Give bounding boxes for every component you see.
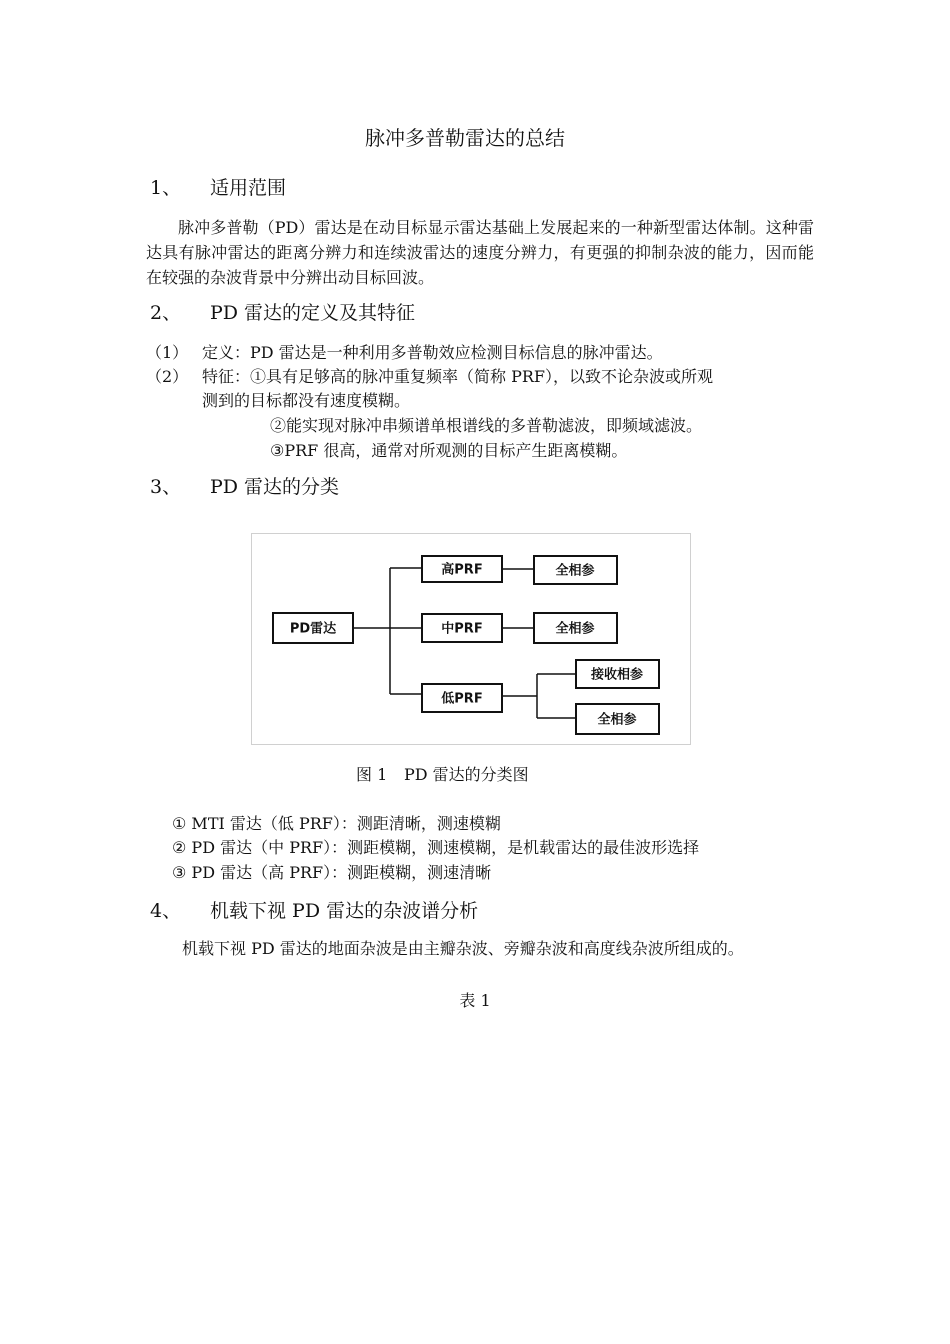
label-low-prf: 低PRF <box>441 691 483 707</box>
section-heading-2 <box>150 298 415 325</box>
section-number: 3、 <box>150 476 182 498</box>
definition-text: 定义：PD 雷达是一种利用多普勒效应检测目标信息的脉冲雷达。 <box>202 343 663 362</box>
section-1-paragraph: 脉冲多普勒（PD）雷达是在动目标显示雷达基础上发展起来的一种新型雷达体制。这种雷达具有脉冲雷达的距离分辨力和连续波雷达的速度分辨力，有更强的抑制杂波的能力，因而能在较强的杂波背景中分辨出动目标回波。 <box>146 218 814 287</box>
label-mid-prf: 中PRF <box>441 621 483 637</box>
section-number: 4、 <box>150 900 182 922</box>
section-4-paragraph: 机载下视 PD 雷达的地面杂波是由主瓣杂波、旁瓣杂波和高度线杂波所组成的。 <box>182 939 744 958</box>
feature-line-1 <box>146 364 713 389</box>
label-high-prf: 高PRF <box>441 562 483 578</box>
table-caption: 表 1 <box>459 991 491 1010</box>
figure-caption-text: PD 雷达的分类图 <box>404 765 529 784</box>
feature-line-4: ③PRF 很高，通常对所观测的目标产生距离模糊。 <box>270 441 628 460</box>
classification-item-2: ② PD 雷达（中 PRF）：测距模糊，测速模糊，是机载雷达的最佳波形选择 <box>172 838 700 857</box>
label-high-child: 全相参 <box>555 563 595 579</box>
section-number: 2、 <box>150 302 182 324</box>
definition-line <box>146 340 663 365</box>
document-title: 脉冲多普勒雷达的总结 <box>365 126 565 150</box>
classification-item-1: ① MTI 雷达（低 PRF）：测距清晰，测速模糊 <box>172 814 501 833</box>
section-title: PD 雷达的定义及其特征 <box>210 302 416 324</box>
section-title: 适用范围 <box>210 177 287 199</box>
section-title: PD 雷达的分类 <box>210 476 340 498</box>
label-low-child1: 接收相参 <box>590 667 644 683</box>
section-heading-1 <box>150 173 286 200</box>
figure-label: 图 1 <box>356 765 388 784</box>
figure-caption <box>356 762 529 785</box>
feature-line-2: 测到的目标都没有速度模糊。 <box>202 391 411 410</box>
section-title: 机载下视 PD 雷达的杂波谱分析 <box>210 900 479 922</box>
classification-diagram <box>251 533 691 745</box>
label-low-child2: 全相参 <box>597 712 637 728</box>
section-number: 1、 <box>150 177 182 199</box>
label-mid-child: 全相参 <box>555 621 595 637</box>
classification-item-3: ③ PD 雷达（高 PRF）：测距模糊，测速清晰 <box>172 863 492 882</box>
diagram-svg <box>252 534 690 744</box>
feature-text-1: 特征：①具有足够高的脉冲重复频率（简称 PRF），以致不论杂波或所观 <box>202 367 714 386</box>
feature-line-3: ②能实现对脉冲串频谱单根谱线的多普勒滤波，即频域滤波。 <box>270 416 703 435</box>
list-label: （1） <box>146 343 189 362</box>
label-root: PD雷达 <box>289 621 337 637</box>
list-label: （2） <box>146 367 189 386</box>
section-heading-4 <box>150 896 478 923</box>
section-heading-3 <box>150 472 339 499</box>
